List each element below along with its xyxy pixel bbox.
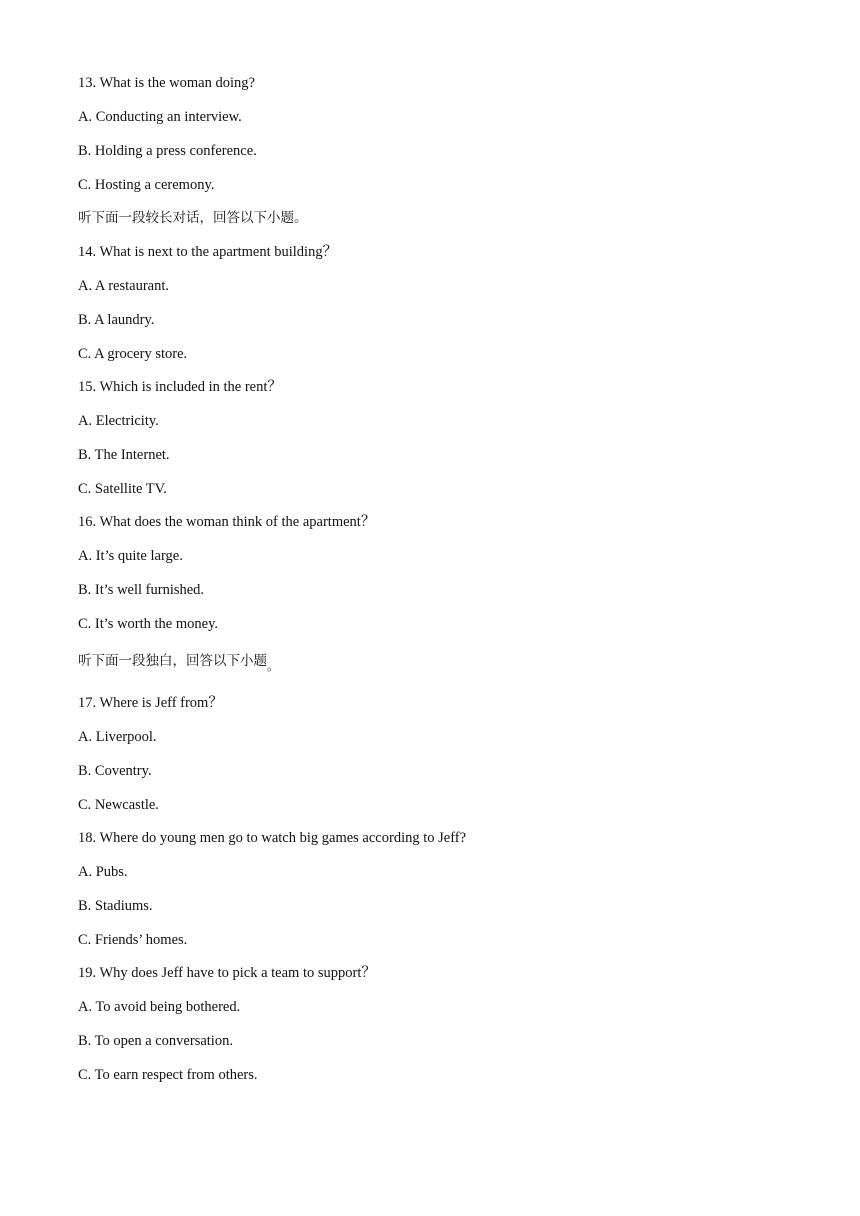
question-17-option-b: B. Coventry. (78, 763, 152, 779)
question-16: 16. What does the woman think of the apartment？ (78, 514, 376, 530)
question-15: 15. Which is included in the rent？ (78, 379, 282, 395)
question-19-option-b: B. To open a conversation. (78, 1033, 233, 1049)
question-14-option-a: A. A restaurant. (78, 278, 170, 294)
question-13: 13. What is the woman doing? (78, 75, 255, 91)
question-13-option-b: B. Holding a press conference. (78, 143, 257, 159)
section-instruction-monologue (78, 652, 280, 673)
question-16-option-b: B. It’s well furnished. (78, 582, 205, 598)
question-14-option-c: C. A grocery store. (78, 346, 188, 362)
question-17-option-c: C. Newcastle. (78, 797, 159, 813)
question-18-option-a: A. Pubs. (78, 864, 128, 880)
question-15-option-c: C. Satellite TV. (78, 481, 167, 497)
question-19-option-c: C. To earn respect from others. (78, 1067, 258, 1083)
question-16-option-c: C. It’s worth the money. (78, 616, 219, 632)
question-17-option-a: A. Liverpool. (78, 729, 157, 745)
question-14-option-b: B. A laundry. (78, 312, 155, 328)
question-18-option-b: B. Stadiums. (78, 898, 153, 914)
section-instruction-monologue-period: 。 (267, 659, 280, 673)
question-18-option-c: C. Friends’ homes. (78, 932, 188, 948)
question-19: 19. Why does Jeff have to pick a team to support？ (78, 965, 376, 981)
question-18: 18. Where do young men go to watch big games according to Jeff? (78, 830, 467, 846)
question-15-option-a: A. Electricity. (78, 413, 159, 429)
question-15-option-b: B. The Internet. (78, 447, 170, 463)
question-17: 17. Where is Jeff from？ (78, 695, 223, 711)
question-19-option-a: A. To avoid being bothered. (78, 999, 241, 1015)
section-instruction-long-dialogue: 听下面一段较长对话，回答以下小题。 (78, 210, 308, 226)
question-16-option-a: A. It’s quite large. (78, 548, 183, 564)
section-instruction-monologue-text: 听下面一段独白，回答以下小题 (78, 653, 267, 669)
question-14: 14. What is next to the apartment building？ (78, 244, 338, 260)
question-13-option-a: A. Conducting an interview. (78, 109, 242, 125)
question-13-option-c: C. Hosting a ceremony. (78, 177, 215, 193)
